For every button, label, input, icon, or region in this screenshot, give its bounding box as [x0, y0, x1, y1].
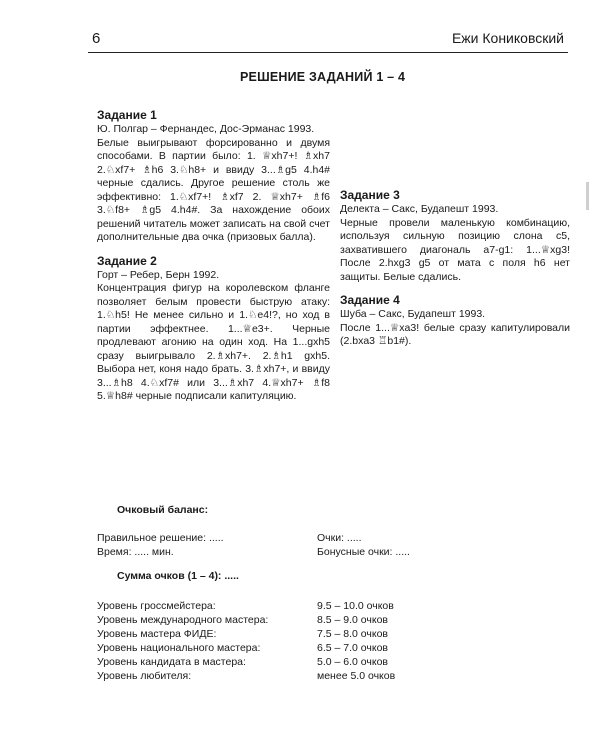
header-rule — [88, 52, 568, 53]
scoring-heading: Очковый баланс: — [117, 504, 209, 516]
level-row — [97, 641, 557, 655]
task-2-source: Горт – Ребер, Берн 1992. — [97, 268, 220, 281]
level-row — [97, 613, 557, 627]
task-4-text: После 1...♕xa3! белые сразу капитулировали (2.bxa3 ♖b1#). — [340, 321, 570, 347]
task-3-heading: Задание 3 — [340, 188, 400, 202]
task-4-source: Шуба – Сакс, Будапешт 1993. — [340, 308, 486, 320]
level-range: 5.0 – 6.0 очков — [317, 656, 388, 668]
task-4-heading: Задание 4 — [340, 293, 400, 307]
scoring-row — [97, 545, 557, 559]
correct-solution-field: Правильное решение: ..... — [97, 532, 224, 544]
level-range: 7.5 – 8.0 очков — [317, 628, 388, 640]
section-title: РЕШЕНИЕ ЗАДАНИЙ 1 – 4 — [240, 70, 406, 84]
level-range: 6.5 – 7.0 очков — [317, 642, 388, 654]
level-range: 8.5 – 9.0 очков — [317, 614, 388, 626]
scoring-row — [97, 531, 557, 545]
left-column — [97, 108, 330, 404]
page-edge-mark — [586, 182, 589, 210]
bonus-points-field: Бонусные очки: ..... — [317, 546, 410, 558]
level-label: Уровень мастера ФИДЕ: — [97, 628, 217, 640]
level-label: Уровень любителя: — [97, 670, 192, 682]
task-1-source: Ю. Полгар – Фернандес, Дос-Эрманас 1993. — [97, 123, 315, 135]
time-field: Время: ..... мин. — [97, 546, 174, 558]
level-range: 9.5 – 10.0 очков — [317, 600, 394, 612]
task-2-heading: Задание 2 — [97, 253, 157, 268]
level-row — [97, 599, 557, 613]
level-label: Уровень кандидата в мастера: — [97, 656, 246, 668]
total-points-field: Сумма очков (1 – 4): ..... — [117, 570, 239, 582]
level-row — [97, 669, 557, 683]
task-3-text: Черные провели маленькую комбинацию, используя сильную позицию слона c5, захватившего диагональ a7-g1: 1...♕xg3! После 2.hxg3 g5 от мата с поля h6 нет защиты. Белые сдались. — [340, 216, 570, 283]
right-column — [340, 108, 570, 349]
level-label: Уровень гроссмейстера: — [97, 600, 216, 612]
points-field: Очки: ..... — [317, 532, 362, 544]
level-row — [97, 655, 557, 669]
task-1-text: Белые выигрывают форсированно и двумя способами. В партии было: 1. ♕xh7+! ♗xh7 2.♘xf7+ ♗h6 3.♘h8+ и ввиду 3...♗g5 4.h4# черные сдались. Другое решение столь же эффективно: 1.♘xf7+! ♗xf7 2. ♕xh7+ ♗f6 3.♘f8+ ♗g5 4.h4#. За нахождение обоих решений читатель может записать на свой счет дополнительные два очка (призовых балла). — [97, 136, 330, 243]
task-3-source: Делекта – Сакс, Будапешт 1993. — [340, 203, 499, 215]
scoring-section — [97, 503, 557, 683]
level-range: менее 5.0 очков — [317, 670, 396, 682]
task-2-text: Концентрация фигур на королевском фланге позволяет белым провести быструю атаку: 1.♘h5! Не менее сильно и 1.♘e4!?, но ход в партии эффектнее. 1...♕e3+. Черные продлевают агонию на один ход. На 1...gxh5 сразу выигрывало 2.♗xh7+. 2.♗h1 gxh5. Выбора нет, коня надо брать. 3.♗xh7+, и ввиду 3...♗h8 4.♘xf7# или 3...♗xh7 4.♕xh7+ ♗f8 5.♕h8# черные подписали капитуляцию. — [97, 282, 330, 402]
level-label: Уровень международного мастера: — [97, 614, 269, 626]
level-row — [97, 627, 557, 641]
task-1-heading: Задание 1 — [97, 108, 157, 122]
page-number: 6 — [92, 30, 101, 47]
running-header-author: Ежи Кониковский — [451, 30, 564, 46]
level-label: Уровень национального мастера: — [97, 642, 261, 654]
